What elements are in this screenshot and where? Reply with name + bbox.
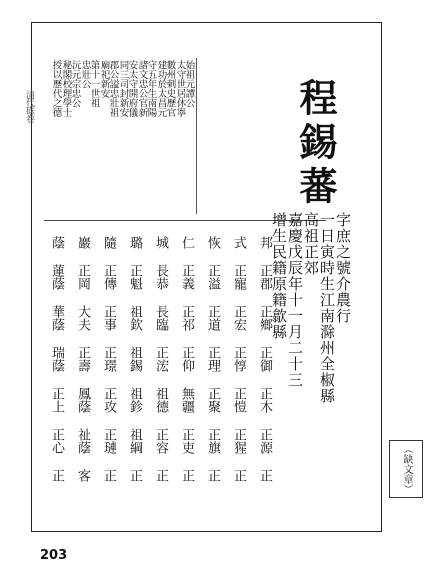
ancestry-column: 忠壯公 <box>79 60 91 89</box>
profile-column: 一日寅時生江南滁州全椒縣 <box>318 212 336 404</box>
ancestry-column: 守五年生南陽 <box>145 60 157 117</box>
family-column: 恢 正溢 正道 正理 正聚 正旗 正 <box>205 236 220 482</box>
ancestry-column: 始祖元譚公 <box>183 60 195 108</box>
profile-column: 字庶之號介農行 <box>334 212 352 324</box>
profile-column: 高祖正郊 <box>302 212 320 276</box>
family-column: 蔭 蓮蔭 華蔭 瑞蔭 正上 正心 正 <box>49 236 64 482</box>
family-column: 式 正寵 正宏 正惇 正愷 正猩 正 <box>231 236 246 482</box>
candidate-name-heading: 程錫蕃 <box>293 78 338 210</box>
ancestry-column: 數州刺史歷官 <box>164 60 176 117</box>
ancestry-column: 安太守開府儀 <box>126 60 138 117</box>
ancestry-column: 授以歷代之德 <box>50 60 62 117</box>
corner-mark: 清代硃卷 <box>24 90 34 122</box>
column-divider <box>196 58 197 214</box>
ancestry-column: 郡公謚忠壯祖 <box>107 60 119 117</box>
ancestry-text-block <box>49 60 194 210</box>
ancestry-column: 太守世居休寧 <box>174 60 186 117</box>
ancestry-column: 同三司封新安 <box>117 60 129 117</box>
family-column: 仁 正義 正祁 正仰 無疆 正吏 正 <box>179 236 194 482</box>
ancestry-column: 建功於太昌元 <box>155 60 167 117</box>
ancestry-column: 廟祀新安 <box>98 60 110 98</box>
page-number: 203 <box>40 548 68 563</box>
profile-column: 嘉慶戊辰年十一月二十三 <box>286 212 304 388</box>
family-column: 巖 正岡 大夫 正壽 鳳蔭 祉蔭 客 <box>75 236 90 482</box>
section-tag-box: （缺文章） <box>389 440 423 498</box>
family-column: 邦 正郡 正鄉 正御 正木 正源 正 <box>257 236 272 482</box>
family-column: 隨 正傳 正事 正璟 正攻 正璉 正 <box>101 236 116 482</box>
ancestry-column: 諸文忠公官新 <box>136 60 148 117</box>
family-column: 璐 正魁 祖欽 祖錫 祖鉁 祖綱 正 <box>127 236 142 482</box>
profile-column: 增生民籍原籍歙縣 <box>270 212 288 340</box>
ancestry-column: 秘閣校理學士 <box>60 60 72 117</box>
family-column: 城 長恭 長臨 正浤 祖德 正容 正 <box>153 236 168 482</box>
ancestry-column: 第十一世祖 <box>88 60 100 108</box>
ancestry-column: 沅元宗忠公 <box>69 60 81 108</box>
